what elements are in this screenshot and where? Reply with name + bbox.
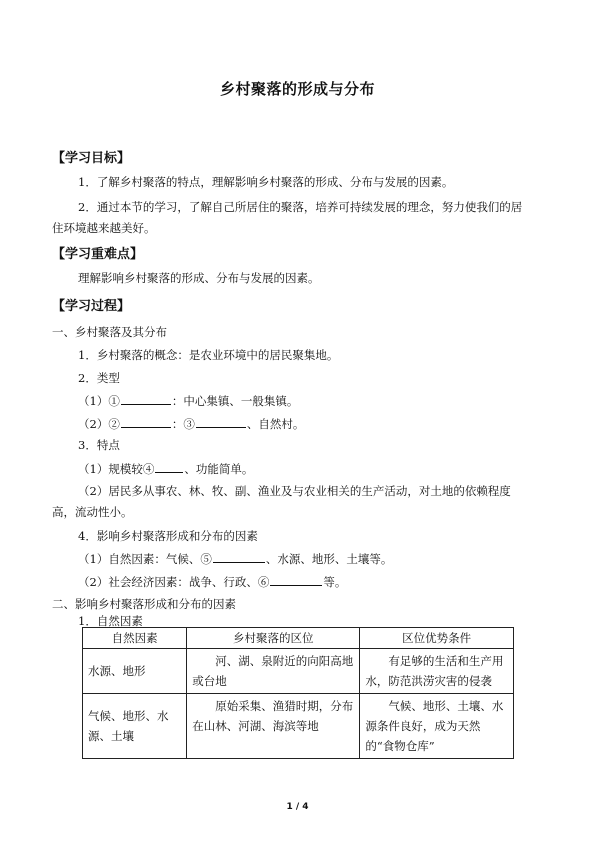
factor-line-2	[78, 573, 346, 590]
part2-subheading: 1．自然因素	[78, 614, 143, 628]
page-number: 1 / 4	[286, 802, 309, 812]
factor1-prefix: （1）自然因素：气候、⑤	[78, 552, 212, 566]
factor2-suffix: 等。	[323, 575, 347, 589]
keypoints-heading: 【学习重难点】	[52, 247, 144, 262]
feature-line-1	[78, 460, 253, 477]
table-header-row	[83, 628, 514, 649]
table-header: 区位优势条件	[360, 628, 514, 649]
type-line-1	[78, 392, 298, 409]
feature-line-2: （2）居民多从事农、林、牧、副、渔业及与农业相关的生产活动，对土地的依赖程度	[78, 484, 511, 498]
type-label: 2．类型	[78, 371, 120, 385]
part2-heading: 二、影响乡村聚落形成和分布的因素	[52, 597, 236, 611]
type2-prefix: （2）②	[78, 417, 120, 431]
table-cell: 水源、地形	[83, 649, 187, 694]
feature-label: 3．特点	[78, 438, 120, 452]
goals-heading: 【学习目标】	[52, 151, 131, 166]
table-header: 自然因素	[83, 628, 187, 649]
factor-table	[82, 627, 514, 759]
table-cell: 河、湖、泉附近的向阳高地或台地	[187, 649, 360, 694]
process-heading: 【学习过程】	[52, 299, 131, 314]
goal-item-2-cont: 住环境越来越美好。	[52, 221, 156, 235]
type1-suffix: ：中心集镇、一般集镇。	[171, 394, 299, 408]
table-cell: 气候、地形、水源、土壤	[83, 694, 187, 759]
page-title: 乡村聚落的形成与分布	[219, 80, 375, 98]
factor2-prefix: （2）社会经济因素：战争、行政、⑥	[78, 575, 270, 589]
type2-suffix: 、自然村。	[246, 417, 305, 431]
blank-4	[155, 460, 183, 473]
factor1-suffix: 、水源、地形、土壤等。	[265, 552, 393, 566]
keypoints-text: 理解影响乡村聚落的形成、分布与发展的因素。	[78, 271, 320, 285]
feature-line-2-cont: 高，流动性小。	[52, 505, 133, 519]
table-row	[83, 649, 514, 694]
type-line-2	[78, 415, 304, 432]
table-cell: 原始采集、渔猎时期，分布在山林、河湖、海滨等地	[187, 694, 360, 759]
goal-item-1: 1．了解乡村聚落的特点，理解影响乡村聚落的形成、分布与发展的因素。	[78, 175, 454, 189]
goal-item-2: 2．通过本节的学习，了解自己所居住的聚落，培养可持续发展的理念，努力使我们的居	[78, 200, 523, 214]
feature1-prefix: （1）规模较④	[78, 462, 155, 476]
part1-heading: 一、乡村聚落及其分布	[52, 325, 167, 339]
table-cell: 有足够的生活和生产用水，防范洪涝灾害的侵袭	[360, 649, 514, 694]
table-row	[83, 694, 514, 759]
blank-6	[270, 573, 322, 586]
type1-prefix: （1）①	[78, 394, 120, 408]
type2-mid: ：③	[171, 417, 195, 431]
factor-line-1	[78, 550, 392, 567]
blank-5	[213, 550, 265, 563]
feature1-suffix: 、功能简单。	[184, 462, 254, 476]
factor-label: 4．影响乡村聚落形成和分布的因素	[78, 529, 258, 543]
blank-1	[121, 392, 171, 405]
concept-line: 1．乡村聚落的概念：是农业环境中的居民聚集地。	[78, 348, 339, 362]
table-header: 乡村聚落的区位	[187, 628, 360, 649]
table-cell: 气候、地形、土壤、水源条件良好，成为天然的“食物仓库”	[360, 694, 514, 759]
blank-2	[121, 415, 171, 428]
blank-3	[196, 415, 246, 428]
